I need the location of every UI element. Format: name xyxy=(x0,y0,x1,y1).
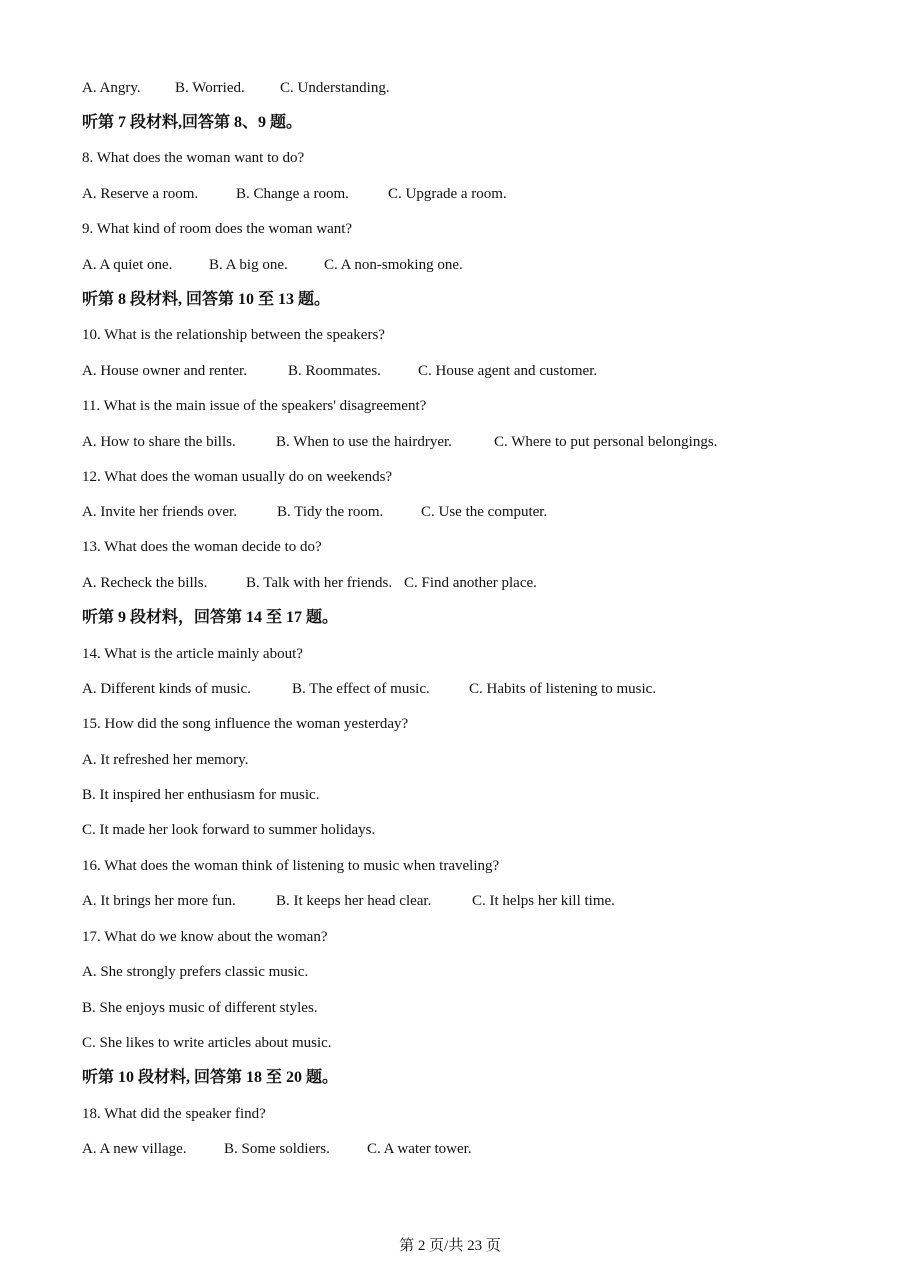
answer-option: A. It brings her more fun. xyxy=(82,893,236,909)
question-line: B. It inspired her enthusiasm for music. xyxy=(82,787,320,803)
question-line: 11. What is the main issue of the speakers' disagreement? xyxy=(82,398,427,414)
answer-option: B. Tidy the room. xyxy=(277,504,384,520)
answer-option: A. How to share the bills. xyxy=(82,434,236,450)
question-line: 8. What does the woman want to do? xyxy=(82,150,305,166)
answer-option: A. House owner and renter. xyxy=(82,363,247,379)
question-line: 10. What is the relationship between the speakers? xyxy=(82,327,385,343)
section-heading: 听第 7 段材料,回答第 8、9 题。 xyxy=(82,114,303,131)
question-line: 13. What does the woman decide to do? xyxy=(82,539,322,555)
question-line: A. It refreshed her memory. xyxy=(82,752,249,768)
question-line: 12. What does the woman usually do on weekends? xyxy=(82,469,393,485)
section-heading: 听第 9 段材料，回答第 14 至 17 题。 xyxy=(82,609,339,626)
answer-option: B. It keeps her head clear. xyxy=(276,893,432,909)
answer-option: B. The effect of music. xyxy=(292,681,430,697)
question-line: 15. How did the song influence the woman yesterday? xyxy=(82,716,409,732)
question-line: A. She strongly prefers classic music. xyxy=(82,964,309,980)
answer-option: A. Reserve a room. xyxy=(82,186,199,202)
answer-option: A. Different kinds of music. xyxy=(82,681,251,697)
question-line: C. It made her look forward to summer holidays. xyxy=(82,822,376,838)
answer-option: A. Invite her friends over. xyxy=(82,504,237,520)
answer-option: C. A non-smoking one. xyxy=(324,257,463,273)
answer-option: A. A quiet one. xyxy=(82,257,173,273)
answer-option: B. Some soldiers. xyxy=(224,1141,330,1157)
question-line: 18. What did the speaker find? xyxy=(82,1106,266,1122)
question-line: 9. What kind of room does the woman want? xyxy=(82,221,353,237)
section-heading: 听第 10 段材料, 回答第 18 至 20 题。 xyxy=(82,1069,339,1086)
answer-option: C. Habits of listening to music. xyxy=(469,681,657,697)
answer-option: C. Use the computer. xyxy=(421,504,548,520)
answer-option: B. A big one. xyxy=(209,257,288,273)
answer-option: B. Talk with her friends. xyxy=(246,575,393,591)
answer-option: C. It helps her kill time. xyxy=(472,893,615,909)
question-line: 14. What is the article mainly about? xyxy=(82,646,303,662)
section-heading: 听第 8 段材料, 回答第 10 至 13 题。 xyxy=(82,291,331,308)
answer-option: C. Upgrade a room. xyxy=(388,186,507,202)
answer-option: A. A new village. xyxy=(82,1141,187,1157)
answer-option: B. Worried. xyxy=(175,80,245,96)
question-line: 17. What do we know about the woman? xyxy=(82,929,328,945)
answer-option: B. Change a room. xyxy=(236,186,349,202)
answer-option: C. Where to put personal belongings. xyxy=(494,434,718,450)
answer-option: A. Recheck the bills. xyxy=(82,575,208,591)
page-footer: 第 2 页/共 23 页 xyxy=(399,1238,501,1254)
answer-option: C. Understanding. xyxy=(280,80,390,96)
answer-option: B. When to use the hairdryer. xyxy=(276,434,452,450)
answer-option: C. Find another place. xyxy=(404,575,537,591)
answer-option: C. A water tower. xyxy=(367,1141,472,1157)
question-line: 16. What does the woman think of listening to music when traveling? xyxy=(82,858,500,874)
question-line: C. She likes to write articles about music. xyxy=(82,1035,332,1051)
answer-option: B. Roommates. xyxy=(288,363,381,379)
answer-option: C. House agent and customer. xyxy=(418,363,598,379)
question-line: B. She enjoys music of different styles. xyxy=(82,1000,318,1016)
answer-option: A. Angry. xyxy=(82,80,141,96)
